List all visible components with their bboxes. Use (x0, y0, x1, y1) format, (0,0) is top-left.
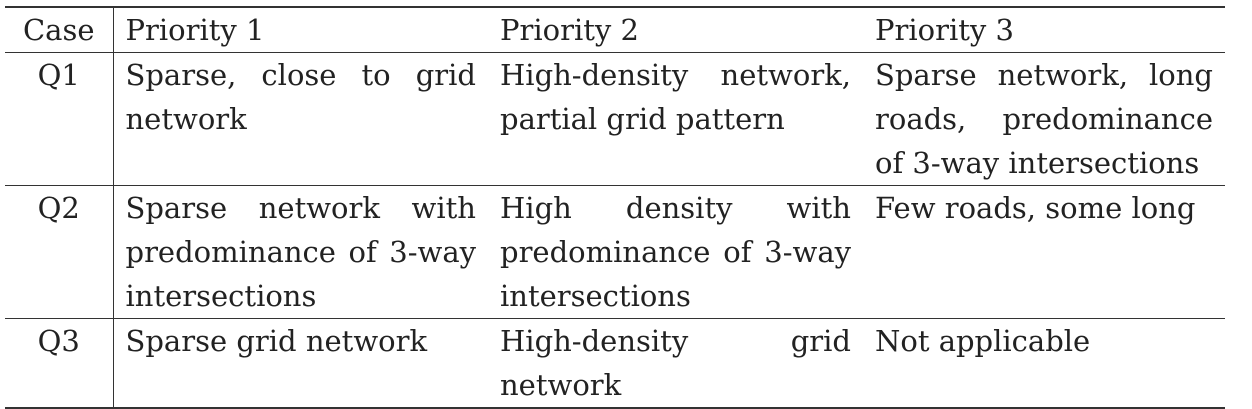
table-header (5, 7, 1225, 53)
priority-table (5, 6, 1225, 409)
table-body (5, 53, 1225, 409)
priority-3-cell: Not applicable (875, 324, 1091, 358)
case-cell: Q3 (5, 319, 113, 409)
header-case: Case (5, 7, 113, 53)
header-priority-1: Priority 1 (125, 13, 265, 47)
priority-2-cell: High density with predominance of 3-way intersections (500, 191, 851, 313)
table-row (5, 53, 1225, 186)
priority-2-cell: High-density network, partial grid pattern (500, 58, 851, 136)
priority-1-cell: Sparse, close to grid network (125, 58, 476, 136)
priority-2-cell: High-density grid network (500, 324, 851, 402)
table-row (5, 319, 1225, 409)
case-cell: Q2 (5, 186, 113, 319)
case-cell: Q1 (5, 53, 113, 186)
header-row (5, 7, 1225, 53)
header-priority-3: Priority 3 (875, 13, 1014, 47)
priority-3-cell: Few roads, some long (875, 191, 1196, 225)
priority-3-cell: Sparse network, long roads, predominance of 3-way intersections (875, 58, 1213, 180)
header-priority-2: Priority 2 (500, 13, 639, 47)
priority-1-cell: Sparse network with predominance of 3-way intersections (125, 191, 476, 313)
table-row (5, 186, 1225, 319)
priority-1-cell: Sparse grid network (125, 324, 428, 358)
